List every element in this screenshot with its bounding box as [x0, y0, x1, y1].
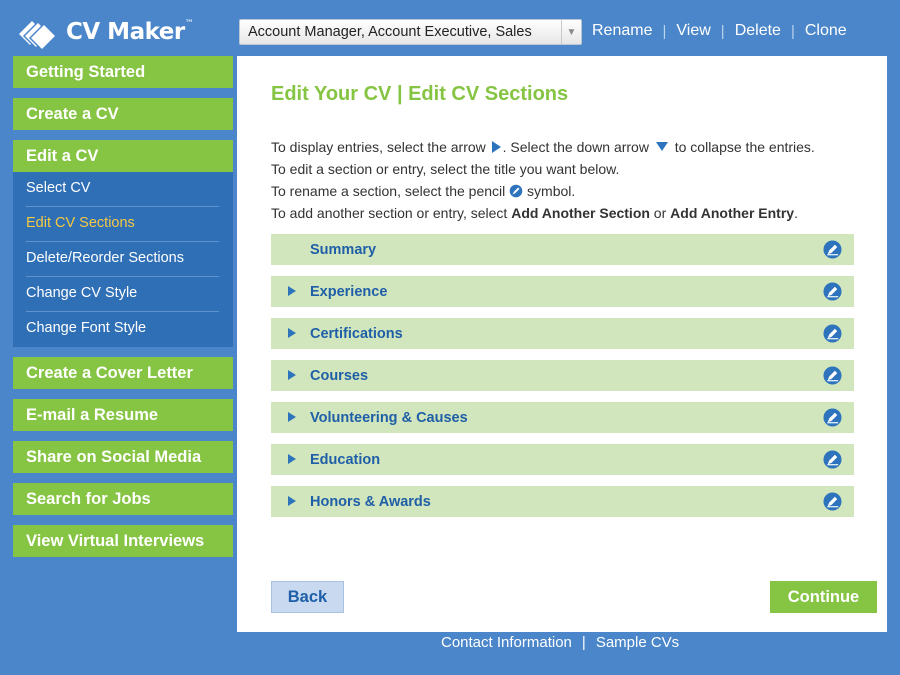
cv-sections-list [271, 234, 854, 528]
instruction-text: symbol. [523, 183, 576, 199]
pencil-icon[interactable] [823, 282, 842, 301]
instruction-text: . [794, 205, 798, 221]
rename-link[interactable]: Rename [592, 22, 653, 39]
section-title[interactable]: Courses [310, 367, 369, 384]
footer-links [441, 634, 679, 651]
pencil-icon [509, 184, 523, 198]
section-title[interactable]: Honors & Awards [310, 493, 431, 510]
nav-search-jobs[interactable]: Search for Jobs [13, 483, 233, 515]
section-row-summary[interactable] [271, 234, 854, 265]
section-row-volunteering[interactable] [271, 402, 854, 433]
pencil-icon[interactable] [823, 324, 842, 343]
expand-arrow-icon[interactable] [288, 412, 296, 422]
instruction-text: To rename a section, select the pencil [271, 183, 510, 199]
chevron-down-icon[interactable]: ▼ [561, 20, 581, 44]
instruction-line: To edit a section or entry, select the title you want below. [271, 161, 620, 177]
delete-link[interactable]: Delete [734, 22, 781, 39]
main-panel [237, 56, 887, 632]
add-section-text: Add Another Section [511, 205, 650, 221]
cv-select-dropdown[interactable] [239, 19, 582, 45]
divider: | [581, 634, 586, 651]
instructions [271, 136, 871, 224]
sidebar-item-change-font-style[interactable]: Change Font Style [26, 320, 147, 336]
divider: | [662, 22, 667, 40]
expand-arrow-icon [492, 141, 501, 153]
collapse-arrow-icon [656, 142, 668, 151]
expand-arrow-icon[interactable] [288, 286, 296, 296]
instruction-line [271, 136, 871, 158]
section-title[interactable]: Certifications [310, 325, 403, 342]
section-row-experience[interactable] [271, 276, 854, 307]
instruction-text: To add another section or entry, select [271, 205, 512, 221]
expand-arrow-icon[interactable] [288, 328, 296, 338]
expand-arrow-icon[interactable] [288, 496, 296, 506]
app-logo[interactable] [14, 12, 193, 52]
nav-create-cv[interactable]: Create a CV [13, 98, 233, 130]
sidebar-item-change-cv-style[interactable]: Change CV Style [26, 277, 219, 312]
page-title: Edit Your CV | Edit CV Sections [271, 83, 569, 105]
continue-button[interactable]: Continue [770, 581, 877, 613]
section-title[interactable]: Volunteering & Causes [310, 409, 468, 426]
instruction-text: . Select the down arrow [502, 139, 653, 155]
nav-cover-letter[interactable]: Create a Cover Letter [13, 357, 233, 389]
add-entry-text: Add Another Entry [670, 205, 795, 221]
clone-link[interactable]: Clone [804, 22, 847, 39]
instruction-text: or [649, 205, 671, 221]
nav-edit-cv[interactable]: Edit a CV [13, 140, 233, 172]
instruction-text: to collapse the entries. [670, 139, 815, 155]
cv-stack-icon [14, 12, 60, 52]
nav-email-resume[interactable]: E-mail a Resume [13, 399, 233, 431]
sidebar-item-select-cv[interactable]: Select CV [26, 172, 219, 207]
expand-arrow-icon[interactable] [288, 454, 296, 464]
expand-arrow-icon[interactable] [288, 370, 296, 380]
instruction-line [271, 202, 871, 224]
view-link[interactable]: View [676, 22, 711, 39]
section-row-honors-awards[interactable] [271, 486, 854, 517]
sidebar-nav [13, 56, 233, 567]
instruction-line [271, 180, 871, 202]
sample-cvs-link[interactable]: Sample CVs [595, 634, 680, 651]
pencil-icon[interactable] [823, 240, 842, 259]
logo-text: CV Maker™ [66, 19, 194, 45]
pencil-icon[interactable] [823, 366, 842, 385]
section-row-certifications[interactable] [271, 318, 854, 349]
sidebar-item-delete-reorder[interactable]: Delete/Reorder Sections [26, 242, 219, 277]
pencil-icon[interactable] [823, 450, 842, 469]
section-title[interactable]: Experience [310, 283, 388, 300]
nav-share-social[interactable]: Share on Social Media [13, 441, 233, 473]
nav-virtual-interviews[interactable]: View Virtual Interviews [13, 525, 233, 557]
cv-actions [592, 22, 847, 40]
nav-getting-started[interactable]: Getting Started [13, 56, 233, 88]
divider: | [790, 22, 795, 40]
section-row-courses[interactable] [271, 360, 854, 391]
instruction-text: To display entries, select the arrow [271, 139, 490, 155]
section-title[interactable]: Education [310, 451, 381, 468]
section-title[interactable]: Summary [310, 241, 377, 258]
contact-information-link[interactable]: Contact Information [441, 634, 572, 651]
sidebar-item-edit-cv-sections[interactable]: Edit CV Sections [26, 207, 219, 242]
divider: | [720, 22, 725, 40]
edit-cv-submenu [13, 172, 233, 347]
cv-select-value: Account Manager, Account Executive, Sales [248, 24, 532, 40]
pencil-icon[interactable] [823, 492, 842, 511]
back-button[interactable]: Back [271, 581, 344, 613]
pencil-icon[interactable] [823, 408, 842, 427]
section-row-education[interactable] [271, 444, 854, 475]
